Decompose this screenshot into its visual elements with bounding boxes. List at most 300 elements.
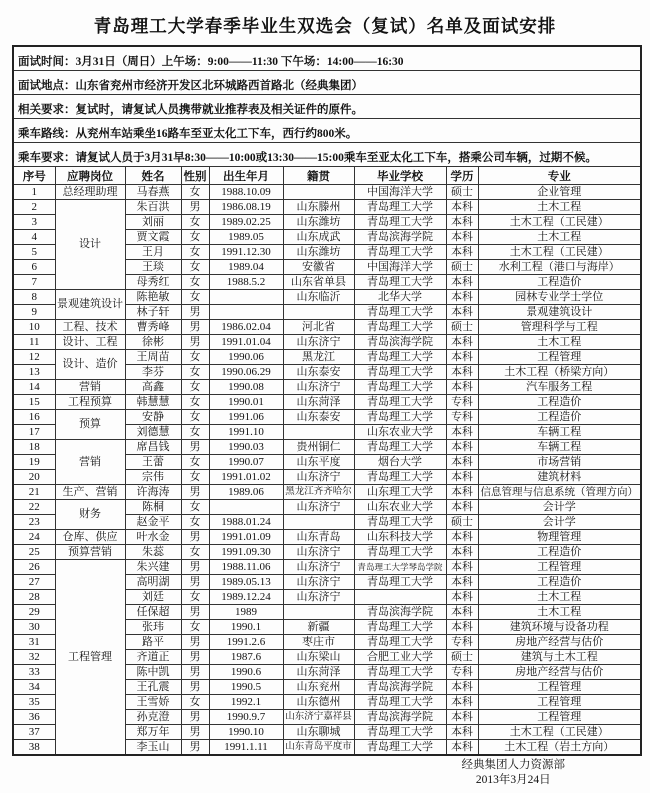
cell-native-place bbox=[283, 335, 354, 350]
cell-birth-date bbox=[209, 290, 283, 305]
cell-position bbox=[55, 410, 125, 440]
cell-birth-date-value: 1986.02.04 bbox=[221, 320, 271, 333]
cell-gender-value: 女 bbox=[189, 410, 201, 423]
cell-name-value: 朱蕊 bbox=[142, 545, 164, 558]
cell-graduate-school-value: 北华大学 bbox=[378, 290, 422, 303]
cell-major-value: 管理科学与工程 bbox=[520, 320, 598, 333]
cell-serial-number bbox=[13, 185, 55, 200]
cell-name-value: 孙克澄 bbox=[136, 710, 170, 723]
cell-birth-date-value: 1990.03 bbox=[228, 440, 264, 453]
cell-birth-date bbox=[209, 320, 283, 335]
cell-birth-date bbox=[209, 515, 283, 530]
cell-name-value: 马春燕 bbox=[136, 185, 170, 198]
cell-native-place bbox=[283, 185, 354, 200]
cell-serial-number-value: 8 bbox=[31, 290, 37, 303]
cell-degree-value: 本科 bbox=[451, 350, 473, 363]
cell-birth-date bbox=[209, 650, 283, 665]
cell-serial-number bbox=[13, 710, 55, 725]
cell-graduate-school-value: 青岛理工大学 bbox=[367, 635, 433, 648]
cell-native-place-value: 新疆 bbox=[307, 620, 330, 633]
cell-birth-date-value: 1989.05.13 bbox=[221, 575, 271, 588]
cell-birth-date-value: 1989 bbox=[235, 605, 257, 618]
cell-degree-value: 本科 bbox=[451, 725, 473, 738]
cell-major-value: 信息管理与信息系统（管理方向） bbox=[480, 486, 639, 498]
cell-birth-date bbox=[209, 530, 283, 545]
cell-serial-number-value: 20 bbox=[28, 470, 40, 483]
cell-degree-value: 本科 bbox=[451, 455, 473, 468]
cell-gender bbox=[181, 305, 209, 320]
cell-position bbox=[55, 530, 125, 545]
cell-graduate-school bbox=[354, 665, 446, 680]
cell-major-value: 工程造价 bbox=[537, 410, 582, 423]
cell-birth-date bbox=[209, 695, 283, 710]
cell-name bbox=[125, 740, 181, 756]
cell-degree-value: 本科 bbox=[451, 530, 473, 543]
cell-major-value: 工程管理 bbox=[537, 710, 582, 723]
cell-native-place bbox=[283, 410, 354, 425]
cell-gender bbox=[181, 620, 209, 635]
cell-position bbox=[55, 200, 125, 290]
cell-graduate-school-value: 山东农业大学 bbox=[367, 425, 433, 438]
cell-gender bbox=[181, 635, 209, 650]
cell-major-value: 土木工程（桥梁方向） bbox=[504, 365, 615, 378]
cell-gender bbox=[181, 500, 209, 515]
cell-gender-value: 女 bbox=[189, 500, 201, 513]
cell-birth-date-value: 1990.9.7 bbox=[226, 710, 266, 723]
cell-gender-value: 男 bbox=[189, 650, 201, 663]
cell-major-value: 建筑环境与设备功程 bbox=[509, 620, 609, 633]
cell-serial-number bbox=[13, 665, 55, 680]
cell-name bbox=[125, 185, 181, 200]
cell-degree bbox=[446, 725, 478, 740]
cell-major bbox=[478, 245, 641, 260]
cell-native-place bbox=[283, 275, 354, 290]
cell-name bbox=[125, 230, 181, 245]
cell-gender bbox=[181, 575, 209, 590]
cell-degree-value: 本科 bbox=[451, 620, 473, 633]
cell-gender-value: 女 bbox=[189, 245, 201, 258]
cell-serial-number bbox=[13, 740, 55, 756]
cell-position bbox=[55, 290, 125, 320]
cell-name bbox=[125, 455, 181, 470]
cell-native-place-value: 山东兖州 bbox=[296, 680, 341, 693]
cell-name-value: 陈艳敏 bbox=[136, 290, 170, 303]
cell-name-value: 王琰 bbox=[142, 260, 164, 273]
cell-birth-date-value: 1990.07 bbox=[228, 455, 264, 468]
cell-graduate-school-value: 青岛滨海学院 bbox=[367, 230, 433, 243]
cell-name bbox=[125, 620, 181, 635]
cell-name-value: 齐道正 bbox=[136, 650, 170, 663]
cell-serial-number-value: 35 bbox=[28, 695, 40, 708]
cell-degree-value: 硕士 bbox=[451, 320, 473, 333]
cell-degree bbox=[446, 305, 478, 320]
cell-gender-value: 女 bbox=[189, 695, 201, 708]
cell-degree bbox=[446, 740, 478, 756]
cell-gender-value: 男 bbox=[189, 200, 201, 213]
cell-birth-date-value: 1989.06 bbox=[228, 485, 264, 498]
cell-gender-value: 女 bbox=[189, 455, 201, 468]
cell-serial-number-value: 27 bbox=[28, 575, 40, 588]
cell-serial-number-value: 12 bbox=[28, 350, 40, 363]
cell-name bbox=[125, 485, 181, 500]
cell-name-value: 王雪娇 bbox=[136, 695, 170, 708]
cell-major-value: 工程造价 bbox=[537, 275, 582, 288]
cell-gender bbox=[181, 335, 209, 350]
cell-major bbox=[478, 260, 641, 275]
cell-graduate-school-value: 青岛滨海学院 bbox=[367, 605, 433, 618]
cell-native-place-value: 安徽省 bbox=[302, 260, 335, 273]
cell-major bbox=[478, 305, 641, 320]
cell-birth-date-value: 1988.10.09 bbox=[221, 185, 271, 198]
cell-serial-number bbox=[13, 515, 55, 530]
cell-graduate-school-value: 青岛滨海学院 bbox=[367, 710, 433, 723]
cell-gender bbox=[181, 560, 209, 575]
cell-birth-date bbox=[209, 230, 283, 245]
cell-serial-number-value: 25 bbox=[28, 545, 40, 558]
cell-gender-value: 男 bbox=[189, 665, 201, 678]
cell-gender bbox=[181, 185, 209, 200]
cell-birth-date bbox=[209, 545, 283, 560]
cell-gender bbox=[181, 650, 209, 665]
cell-graduate-school-value: 青岛理工大学 bbox=[367, 365, 433, 378]
cell-native-place-value: 山东济宁 bbox=[296, 335, 341, 348]
cell-major bbox=[478, 380, 641, 395]
cell-name bbox=[125, 530, 181, 545]
cell-graduate-school bbox=[354, 380, 446, 395]
cell-degree-value: 本科 bbox=[451, 425, 473, 438]
cell-degree-value: 本科 bbox=[451, 200, 473, 213]
cell-graduate-school-value: 青岛理工大学 bbox=[367, 305, 433, 318]
cell-serial-number bbox=[13, 650, 55, 665]
cell-birth-date-value: 1988.11.06 bbox=[221, 560, 271, 573]
cell-native-place bbox=[283, 215, 354, 230]
cell-graduate-school-value: 青岛理工大学 bbox=[367, 665, 433, 678]
cell-birth-date-value: 1986.08.19 bbox=[221, 200, 271, 213]
cell-degree-value: 本科 bbox=[451, 740, 473, 753]
cell-gender bbox=[181, 410, 209, 425]
cell-name-value: 王月 bbox=[142, 245, 164, 258]
cell-name bbox=[125, 425, 181, 440]
cell-serial-number-value: 30 bbox=[28, 620, 40, 633]
cell-gender bbox=[181, 230, 209, 245]
cell-gender bbox=[181, 725, 209, 740]
cell-degree-value: 本科 bbox=[451, 545, 473, 558]
cell-gender bbox=[181, 485, 209, 500]
cell-native-place bbox=[283, 485, 354, 500]
cell-major bbox=[478, 515, 641, 530]
cell-birth-date bbox=[209, 725, 283, 740]
cell-native-place bbox=[283, 290, 354, 305]
cell-graduate-school bbox=[354, 200, 446, 215]
cell-birth-date bbox=[209, 590, 283, 605]
cell-degree bbox=[446, 635, 478, 650]
cell-serial-number-value: 21 bbox=[28, 485, 40, 498]
table-row bbox=[13, 380, 641, 395]
cell-birth-date-value: 1991.1.11 bbox=[224, 740, 268, 753]
cell-name bbox=[125, 320, 181, 335]
cell-position bbox=[55, 380, 125, 395]
cell-serial-number bbox=[13, 245, 55, 260]
cell-graduate-school-value: 青岛理工大学 bbox=[367, 245, 433, 258]
cell-degree-value: 专科 bbox=[451, 665, 473, 678]
cell-gender bbox=[181, 545, 209, 560]
cell-gender bbox=[181, 515, 209, 530]
cell-name-value: 贾文霞 bbox=[136, 230, 170, 243]
header-major: 专业 bbox=[478, 167, 641, 185]
cell-birth-date bbox=[209, 395, 283, 410]
cell-graduate-school bbox=[354, 695, 446, 710]
cell-graduate-school bbox=[354, 215, 446, 230]
cell-degree-value: 本科 bbox=[451, 335, 473, 348]
cell-serial-number bbox=[13, 635, 55, 650]
info-line-bus-requirements: 乘车要求：请复试人员于3月31早8:30——10:00或13:30——15:00乘车至亚太化工下车，搭乘公司车辆，过期不候。 bbox=[13, 143, 641, 167]
cell-birth-date bbox=[209, 365, 283, 380]
cell-birth-date bbox=[209, 740, 283, 756]
header-degree: 学历 bbox=[446, 167, 478, 185]
cell-serial-number-value: 31 bbox=[28, 635, 40, 648]
cell-native-place-value: 山东菏泽 bbox=[296, 665, 341, 678]
cell-name bbox=[125, 575, 181, 590]
cell-graduate-school bbox=[354, 455, 446, 470]
cell-position bbox=[55, 500, 125, 530]
cell-name-value: 王蕾 bbox=[142, 455, 164, 468]
header-gender: 性别 bbox=[181, 167, 209, 185]
cell-graduate-school-value: 青岛理工大学 bbox=[367, 395, 433, 408]
cell-serial-number-value: 3 bbox=[31, 215, 37, 228]
cell-serial-number-value: 11 bbox=[28, 335, 40, 348]
cell-serial-number bbox=[13, 200, 55, 215]
cell-name bbox=[125, 365, 181, 380]
cell-serial-number bbox=[13, 275, 55, 290]
cell-serial-number-value: 14 bbox=[28, 380, 40, 393]
cell-gender bbox=[181, 320, 209, 335]
cell-position-value: 预算营销 bbox=[68, 545, 112, 558]
cell-birth-date bbox=[209, 335, 283, 350]
cell-gender bbox=[181, 350, 209, 365]
cell-serial-number-value: 38 bbox=[28, 740, 40, 753]
cell-serial-number bbox=[13, 425, 55, 440]
cell-native-place bbox=[283, 230, 354, 245]
cell-graduate-school bbox=[354, 650, 446, 665]
table-row bbox=[13, 350, 641, 365]
cell-birth-date bbox=[209, 410, 283, 425]
cell-graduate-school-value: 中国海洋大学 bbox=[367, 260, 433, 273]
cell-major bbox=[478, 350, 641, 365]
cell-serial-number bbox=[13, 680, 55, 695]
cell-graduate-school bbox=[354, 590, 446, 605]
cell-serial-number-value: 2 bbox=[31, 200, 37, 213]
table-row bbox=[13, 185, 641, 200]
cell-native-place-value: 山东济宁 bbox=[296, 500, 341, 513]
cell-native-place bbox=[283, 680, 354, 695]
cell-name bbox=[125, 305, 181, 320]
cell-major-value: 工程管理 bbox=[537, 680, 582, 693]
cell-degree-value: 本科 bbox=[451, 695, 473, 708]
cell-degree-value: 硕士 bbox=[451, 515, 473, 528]
cell-name-value: 李玉山 bbox=[136, 740, 170, 753]
cell-native-place-value: 山东泰安 bbox=[296, 410, 341, 423]
cell-native-place-value: 山东平度 bbox=[296, 455, 341, 468]
cell-degree-value: 本科 bbox=[451, 230, 473, 243]
cell-birth-date bbox=[209, 605, 283, 620]
cell-birth-date bbox=[209, 560, 283, 575]
cell-major-value: 土木工程（工民建） bbox=[509, 725, 609, 738]
cell-birth-date-value: 1989.04 bbox=[228, 260, 264, 273]
cell-major bbox=[478, 620, 641, 635]
cell-degree bbox=[446, 260, 478, 275]
cell-degree-value: 本科 bbox=[451, 485, 473, 498]
cell-name-value: 路平 bbox=[142, 635, 164, 648]
cell-birth-date-value: 1990.10 bbox=[228, 725, 264, 738]
cell-serial-number bbox=[13, 620, 55, 635]
cell-major bbox=[478, 740, 641, 756]
cell-graduate-school bbox=[354, 425, 446, 440]
table-header-row bbox=[13, 167, 641, 185]
cell-native-place bbox=[283, 590, 354, 605]
table-row bbox=[13, 290, 641, 305]
cell-position-value: 工程管理 bbox=[68, 650, 112, 663]
cell-degree bbox=[446, 530, 478, 545]
cell-degree bbox=[446, 560, 478, 575]
info-line-interview-time: 面试时间：3月31日（周日）上午场：9:00——11:30 下午场：14:00——16:30 bbox=[13, 46, 641, 71]
cell-degree bbox=[446, 245, 478, 260]
cell-name bbox=[125, 650, 181, 665]
cell-graduate-school bbox=[354, 680, 446, 695]
cell-birth-date bbox=[209, 260, 283, 275]
cell-major bbox=[478, 440, 641, 455]
cell-degree-value: 本科 bbox=[451, 605, 473, 618]
cell-major-value: 房地产经营与估价 bbox=[515, 665, 604, 678]
cell-birth-date bbox=[209, 425, 283, 440]
cell-name-value: 林子轩 bbox=[136, 305, 170, 318]
cell-gender bbox=[181, 395, 209, 410]
cell-serial-number-value: 18 bbox=[28, 440, 40, 453]
cell-native-place-value: 枣庄市 bbox=[302, 635, 335, 648]
cell-degree bbox=[446, 590, 478, 605]
header-serial-number: 序号 bbox=[13, 167, 55, 185]
cell-native-place-value: 黑龙江齐齐哈尔 bbox=[285, 487, 352, 497]
info-line-bus-route: 乘车路线：从兖州车站乘坐16路车至亚太化工下车，西行约800米。 bbox=[13, 119, 641, 143]
cell-birth-date-value: 1989.02.25 bbox=[221, 215, 271, 228]
table-row bbox=[13, 545, 641, 560]
cell-serial-number-value: 6 bbox=[31, 260, 37, 273]
cell-name bbox=[125, 515, 181, 530]
cell-serial-number bbox=[13, 560, 55, 575]
cell-degree bbox=[446, 395, 478, 410]
cell-gender-value: 男 bbox=[189, 440, 201, 453]
cell-degree bbox=[446, 680, 478, 695]
cell-serial-number bbox=[13, 260, 55, 275]
cell-serial-number-value: 33 bbox=[28, 665, 40, 678]
cell-birth-date-value: 1990.01 bbox=[228, 395, 264, 408]
cell-major bbox=[478, 365, 641, 380]
cell-graduate-school bbox=[354, 635, 446, 650]
cell-graduate-school bbox=[354, 305, 446, 320]
cell-birth-date bbox=[209, 305, 283, 320]
cell-native-place bbox=[283, 470, 354, 485]
cell-degree-value: 本科 bbox=[451, 500, 473, 513]
cell-native-place-value: 山东潍坊 bbox=[296, 215, 341, 228]
cell-major bbox=[478, 665, 641, 680]
cell-serial-number-value: 16 bbox=[28, 410, 40, 423]
table-row bbox=[13, 560, 641, 575]
cell-graduate-school bbox=[354, 725, 446, 740]
info-row-bus-route bbox=[13, 119, 641, 143]
cell-major-value: 土木工程 bbox=[537, 230, 582, 243]
cell-serial-number bbox=[13, 470, 55, 485]
cell-gender bbox=[181, 260, 209, 275]
cell-major bbox=[478, 680, 641, 695]
cell-birth-date bbox=[209, 710, 283, 725]
cell-position bbox=[55, 395, 125, 410]
cell-name bbox=[125, 710, 181, 725]
cell-graduate-school bbox=[354, 470, 446, 485]
cell-native-place bbox=[283, 530, 354, 545]
cell-serial-number-value: 7 bbox=[31, 275, 37, 288]
cell-birth-date-value: 1991.2.6 bbox=[226, 635, 266, 648]
cell-graduate-school bbox=[354, 245, 446, 260]
cell-major-value: 土木工程 bbox=[537, 590, 582, 603]
cell-serial-number-value: 24 bbox=[28, 530, 40, 543]
cell-major-value: 土木工程（岩土方向） bbox=[504, 740, 615, 753]
cell-graduate-school-value: 青岛理工大学 bbox=[367, 215, 433, 228]
cell-serial-number-value: 4 bbox=[31, 230, 37, 243]
cell-graduate-school-value: 青岛理工大学 bbox=[367, 320, 433, 333]
cell-major-value: 工程造价 bbox=[537, 575, 582, 588]
cell-degree-value: 专科 bbox=[451, 635, 473, 648]
cell-degree bbox=[446, 185, 478, 200]
cell-name bbox=[125, 440, 181, 455]
cell-graduate-school-value: 青岛理工大学 bbox=[367, 350, 433, 363]
cell-native-place-value: 山东省单县 bbox=[291, 275, 346, 288]
cell-gender-value: 男 bbox=[189, 740, 201, 753]
cell-major-value: 工程管理 bbox=[537, 695, 582, 708]
cell-position-value: 工程预算 bbox=[68, 395, 112, 408]
cell-name-value: 任保超 bbox=[136, 605, 170, 618]
cell-major bbox=[478, 605, 641, 620]
cell-graduate-school-value: 山东农业大学 bbox=[367, 500, 433, 513]
cell-graduate-school-value: 青岛滨海学院 bbox=[367, 680, 433, 693]
cell-gender bbox=[181, 740, 209, 756]
cell-major bbox=[478, 590, 641, 605]
cell-native-place-value: 河北省 bbox=[302, 320, 335, 333]
cell-graduate-school-value: 青岛理工大学 bbox=[367, 440, 433, 453]
cell-gender-value: 女 bbox=[189, 215, 201, 228]
cell-gender-value: 男 bbox=[189, 485, 201, 498]
cell-major-value: 工程造价 bbox=[537, 395, 582, 408]
cell-gender-value: 女 bbox=[189, 620, 201, 633]
cell-serial-number bbox=[13, 485, 55, 500]
cell-gender-value: 男 bbox=[189, 335, 201, 348]
cell-name bbox=[125, 590, 181, 605]
cell-native-place-value: 山东济宁 bbox=[296, 470, 341, 483]
cell-position-value: 营销 bbox=[79, 380, 101, 393]
cell-graduate-school-value: 青岛理工大学 bbox=[367, 620, 433, 633]
cell-name bbox=[125, 635, 181, 650]
cell-graduate-school bbox=[354, 275, 446, 290]
cell-degree bbox=[446, 575, 478, 590]
cell-gender bbox=[181, 710, 209, 725]
cell-degree-value: 本科 bbox=[451, 380, 473, 393]
cell-gender bbox=[181, 455, 209, 470]
cell-name bbox=[125, 665, 181, 680]
cell-serial-number bbox=[13, 725, 55, 740]
cell-name-value: 高明湖 bbox=[136, 575, 170, 588]
cell-serial-number bbox=[13, 590, 55, 605]
cell-serial-number bbox=[13, 305, 55, 320]
cell-serial-number-value: 19 bbox=[28, 455, 40, 468]
cell-native-place bbox=[283, 320, 354, 335]
